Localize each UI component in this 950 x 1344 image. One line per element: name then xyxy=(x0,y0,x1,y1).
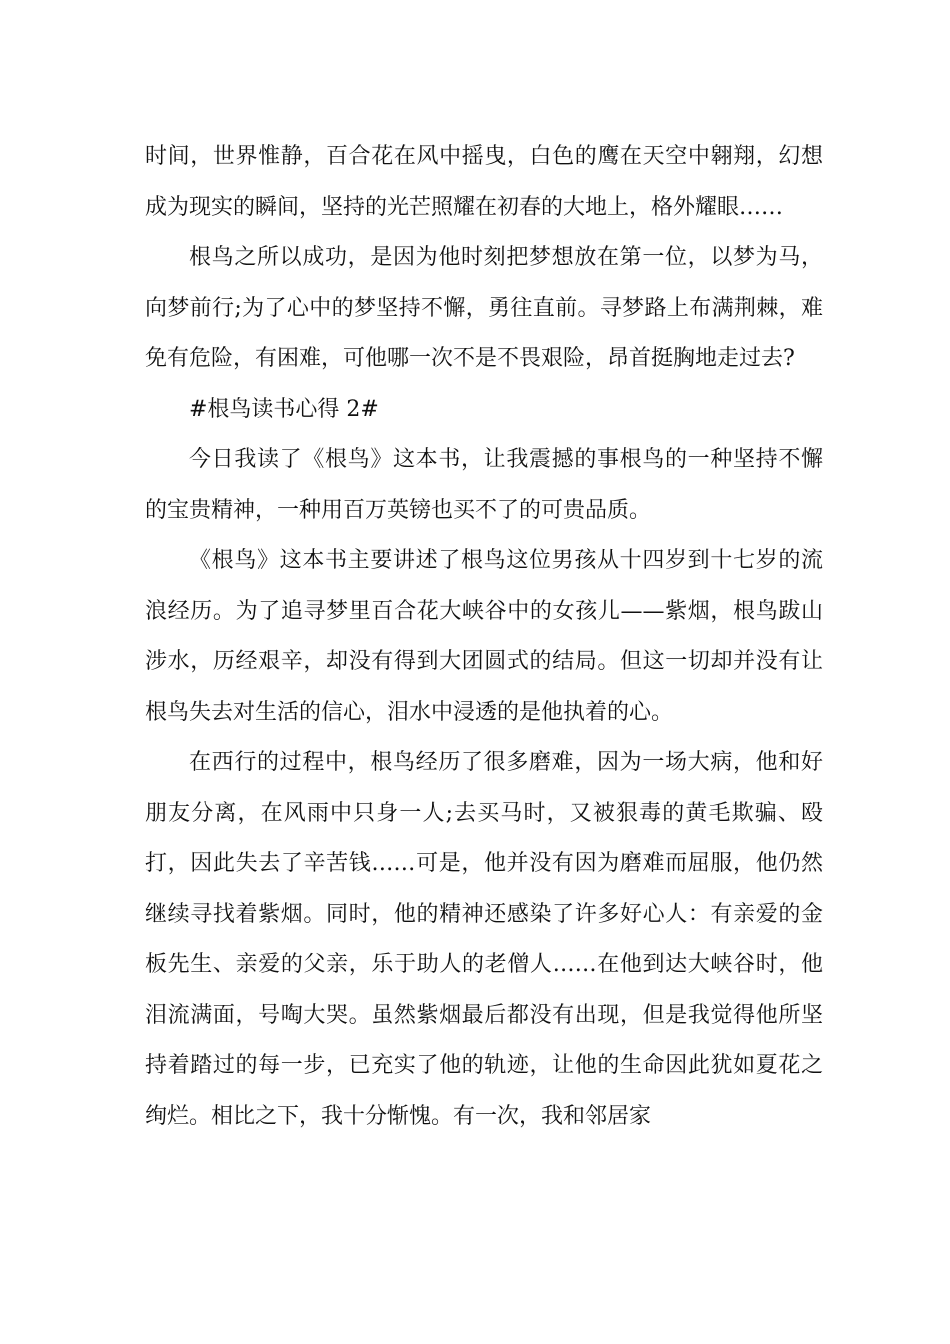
paragraph-journey-west: 在西行的过程中，根鸟经历了很多磨难，因为一场大病，他和好朋友分离，在风雨中只身一人;去买马时，又被狠毒的黄毛欺骗、殴打，因此失去了辛苦钱……可是，他并没有因为磨难而屈服，他仍然继续寻找着紫烟。同时，他的精神还感染了许多好心人：有亲爱的金板先生、亲爱的父亲，乐于助人的老僧人……在他到达大峡谷时，他泪流满面，号啕大哭。虽然紫烟最后都没有出现，但是我觉得他所坚持着踏过的每一步，已充实了他的轨迹，让他的生命因此犹如夏花之绚烂。相比之下，我十分惭愧。有一次，我和邻居家 xyxy=(145,750,823,1129)
paragraph-genniao-success: 根鸟之所以成功，是因为他时刻把梦想放在第一位，以梦为马，向梦前行;为了心中的梦坚持不懈，勇往直前。寻梦路上布满荆棘，难免有危险，有困难，可他哪一次不是不畏艰险，昂首挺胸地走过去? xyxy=(145,245,823,371)
paragraph-reading-today: 今日我读了《根鸟》这本书，让我震撼的事根鸟的一种坚持不懈的宝贵精神，一种用百万英镑也买不了的可贵品质。 xyxy=(145,447,823,523)
paragraph-book-summary: 《根鸟》这本书主要讲述了根鸟这位男孩从十四岁到十七岁的流浪经历。为了追寻梦里百合花大峡谷中的女孩儿——紫烟，根鸟跋山涉水，历经艰辛，却没有得到大团圆式的结局。但这一切却并没有让根鸟失去对生活的信心，泪水中浸透的是他执着的心。 xyxy=(145,548,823,725)
section-heading: #根鸟读书心得 2# xyxy=(189,396,379,422)
document-page xyxy=(145,132,823,1142)
paragraph-continuation: 时间，世界惟静，百合花在风中摇曳，白色的鹰在天空中翱翔，幻想成为现实的瞬间，坚持的光芒照耀在初春的大地上，格外耀眼…… xyxy=(145,144,823,220)
